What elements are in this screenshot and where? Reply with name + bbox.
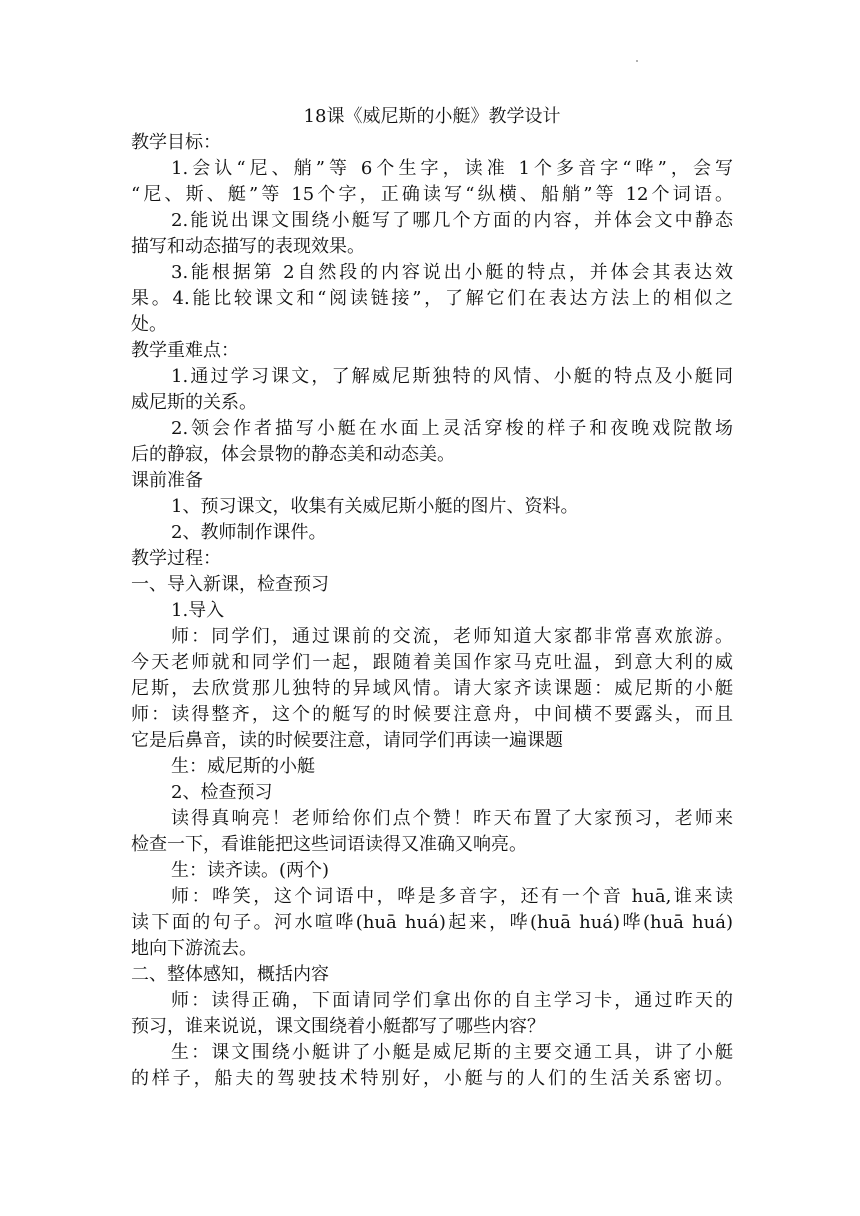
text-line: 3.能根据第 2自然段的内容说出小艇的特点，并体会其表达效: [171, 262, 733, 283]
text-line: 一、导入新课，检查预习: [131, 574, 329, 595]
text-line: 地向下游流去。: [131, 938, 257, 959]
text-line: 检查一下，看谁能把这些词语读得又准确又响亮。: [131, 834, 527, 855]
text-line: 教学重难点：: [131, 340, 239, 361]
text-line: 教学过程：: [131, 548, 221, 569]
document-title: 18课《威尼斯的小艇》教学设计: [303, 106, 561, 127]
text-line: 后的静寂，体会景物的静态美和动态美。: [131, 444, 455, 465]
text-line: 2.能说出课文围绕小艇写了哪几个方面的内容，并体会文中静态: [171, 210, 733, 231]
text-line: 二、整体感知，概括内容: [131, 964, 329, 985]
text-line: 生：读齐读。(两个): [171, 860, 330, 881]
text-line: 它是后鼻音，读的时候要注意，请同学们再读一遍课题: [131, 730, 563, 751]
text-line: 的样子，船夫的驾驶技术特别好，小艇与的人们的生活关系密切。: [131, 1068, 733, 1089]
text-line: 2、检查预习: [171, 782, 273, 803]
paragraph-lines: [131, 130, 733, 1092]
text-line: 生：课文围绕小艇讲了小艇是威尼斯的主要交通工具，讲了小艇: [171, 1042, 733, 1063]
text-line: 教学目标：: [131, 132, 221, 153]
text-line: 读得真响亮！老师给你们点个赞！昨天布置了大家预习，老师来: [171, 808, 733, 829]
text-line: 1.导入: [171, 600, 225, 621]
text-line: 2、教师制作课件。: [171, 522, 327, 543]
text-line: 课前准备: [131, 470, 203, 491]
page-mark: [636, 60, 638, 62]
text-line: 师：同学们，通过课前的交流，老师知道大家都非常喜欢旅游。: [171, 626, 733, 647]
text-line: 读下面的句子。河水喧哗(huā huá)起来，哗(huā huá)哗(huā huá): [131, 912, 733, 933]
text-line: 师：哗笑，这个词语中，哗是多音字，还有一个音 huā,谁来读: [171, 886, 733, 907]
text-line: 师：读得正确，下面请同学们拿出你的自主学习卡，通过昨天的: [171, 990, 733, 1011]
text-line: 处。: [131, 314, 167, 335]
text-line: 1、预习课文，收集有关威尼斯小艇的图片、资料。: [171, 496, 579, 517]
text-line: 尼斯，去欣赏那儿独特的异域风情。请大家齐读课题：威尼斯的小艇: [131, 678, 733, 699]
text-line: 威尼斯的关系。: [131, 392, 257, 413]
text-line: 1.会认“尼、艄”等 6个生字，读准 1个多音字“哗”，会写: [171, 158, 733, 179]
document-body: [131, 104, 733, 1092]
text-line: 预习，谁来说说，课文围绕着小艇都写了哪些内容？: [131, 1016, 545, 1037]
text-line: “尼、斯、艇”等 15个字，正确读写“纵横、船艄”等 12个词语。: [131, 184, 733, 205]
text-line: 描写和动态描写的表现效果。: [131, 236, 365, 257]
text-line: 师：读得整齐，这个的艇写的时候要注意舟，中间横不要露头，而且: [131, 704, 733, 725]
text-line: 1.通过学习课文，了解威尼斯独特的风情、小艇的特点及小艇同: [171, 366, 733, 387]
text-line: 今天老师就和同学们一起，跟随着美国作家马克吐温，到意大利的威: [131, 652, 733, 673]
text-line: 2.领会作者描写小艇在水面上灵活穿梭的样子和夜晚戏院散场: [171, 418, 733, 439]
text-line: 果。4.能比较课文和“阅读链接”，了解它们在表达方法上的相似之: [131, 288, 733, 309]
text-line: 生：威尼斯的小艇: [171, 756, 315, 777]
